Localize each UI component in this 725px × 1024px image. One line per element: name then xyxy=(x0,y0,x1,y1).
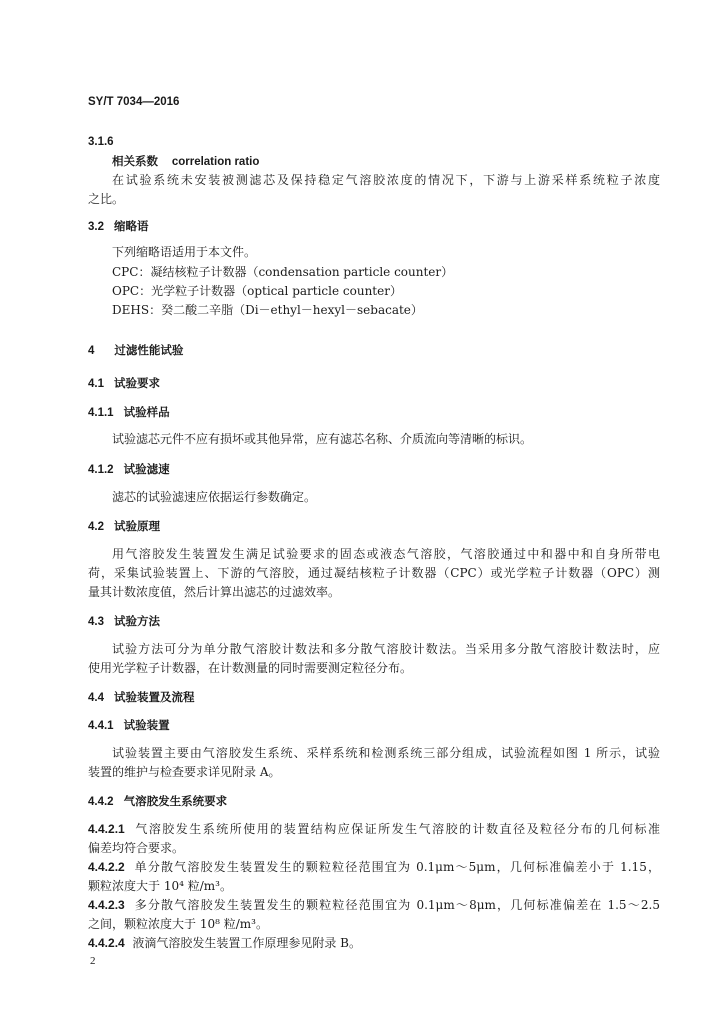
paragraph-line: 颗粒浓度大于 10⁴ 粒/m³。 xyxy=(88,879,232,893)
paragraph-line: 试验方法可分为单分散气溶胶计数法和多分散气溶胶计数法。当采用多分散气溶胶计数法时，应 xyxy=(112,642,660,656)
document-id: SY/T 7034—2016 xyxy=(88,96,180,108)
paragraph-line: 量其计数浓度值，然后计算出滤芯的过滤效率。 xyxy=(88,585,341,599)
paragraph-line: 偏差均符合要求。 xyxy=(88,841,185,855)
paragraph-line: 试验滤芯元件不应有损坏或其他异常，应有滤芯名称、介质流向等清晰的标识。 xyxy=(112,432,533,446)
section-heading-4-4-1: 4.4.1 试验装置 xyxy=(88,718,170,732)
paragraph-line: 荷，采集试验装置上、下游的气溶胶，通过凝结核粒子计数器（CPC）或光学粒子计数器（OPC）测 xyxy=(88,566,660,580)
paragraph-line: 装置的维护与检查要求详见附录 A。 xyxy=(88,765,281,779)
paragraph-line: 滤芯的试验滤速应依据运行参数确定。 xyxy=(112,490,317,504)
abbreviation-item: DEHS：癸二酸二辛脂（Di－ethyl－hexyl－sebacate） xyxy=(112,303,423,317)
term-definition-line: 在试验系统未安装被测滤芯及保持稳定气溶胶浓度的情况下，下游与上游采样系统粒子浓度 xyxy=(112,173,660,187)
paragraph-line: 使用光学粒子计数器，在计数测量的同时需要测定粒径分布。 xyxy=(88,661,413,675)
clause-4-4-2-4-line: 4.4.2.4 液滴气溶胶发生装置工作原理参见附录 B。 xyxy=(88,936,361,950)
section-heading-4-1-1: 4.1.1 试验样品 xyxy=(88,405,170,419)
term-heading xyxy=(112,153,259,170)
term-zh: 相关系数 xyxy=(112,154,158,168)
clause-4-4-2-2-line: 4.4.2.2 单分散气溶胶发生装置发生的颗粒粒径范围宜为 0.1μm～5μm，几何标准偏差小于 1.15， xyxy=(88,860,660,874)
abbreviation-item: OPC：光学粒子计数器（optical particle counter） xyxy=(112,284,402,298)
abbreviations-intro: 下列缩略语适用于本文件。 xyxy=(112,245,257,259)
section-number-3-1-6: 3.1.6 xyxy=(88,136,114,148)
section-heading-3-2: 3.2 缩略语 xyxy=(88,219,149,233)
paragraph-line: 用气溶胶发生装置发生满足试验要求的固态或液态气溶胶，气溶胶通过中和器中和自身所带电 xyxy=(112,547,660,561)
clause-4-4-2-3-line: 4.4.2.3 多分散气溶胶发生装置发生的颗粒粒径范围宜为 0.1μm～8μm，几何标准偏差在 1.5～2.5 xyxy=(88,898,661,912)
section-heading-4-3: 4.3 试验方法 xyxy=(88,614,160,628)
section-heading-4-4-2: 4.4.2 气溶胶发生系统要求 xyxy=(88,794,228,808)
term-definition-line: 之比。 xyxy=(88,192,125,206)
paragraph-line: 之间，颗粒浓度大于 10⁸ 粒/m³。 xyxy=(88,917,268,931)
abbreviation-item: CPC：凝结核粒子计数器（condensation particle counter） xyxy=(112,265,454,279)
section-heading-4-2: 4.2 试验原理 xyxy=(88,519,160,533)
clause-4-4-2-1-line: 4.4.2.1 气溶胶发生系统所使用的装置结构应保证所发生气溶胶的计数直径及粒径分布的几何标准 xyxy=(88,822,660,836)
section-heading-4-1-2: 4.1.2 试验滤速 xyxy=(88,462,170,476)
section-heading-4-1: 4.1 试验要求 xyxy=(88,376,160,390)
term-en: correlation ratio xyxy=(171,156,260,168)
section-heading-4-4: 4.4 试验装置及流程 xyxy=(88,690,195,704)
paragraph-line: 试验装置主要由气溶胶发生系统、采样系统和检测系统三部分组成，试验流程如图 1 所示，试验 xyxy=(112,746,660,760)
section-heading-4: 4 过滤性能试验 xyxy=(88,343,184,357)
page-number: 2 xyxy=(90,955,96,967)
